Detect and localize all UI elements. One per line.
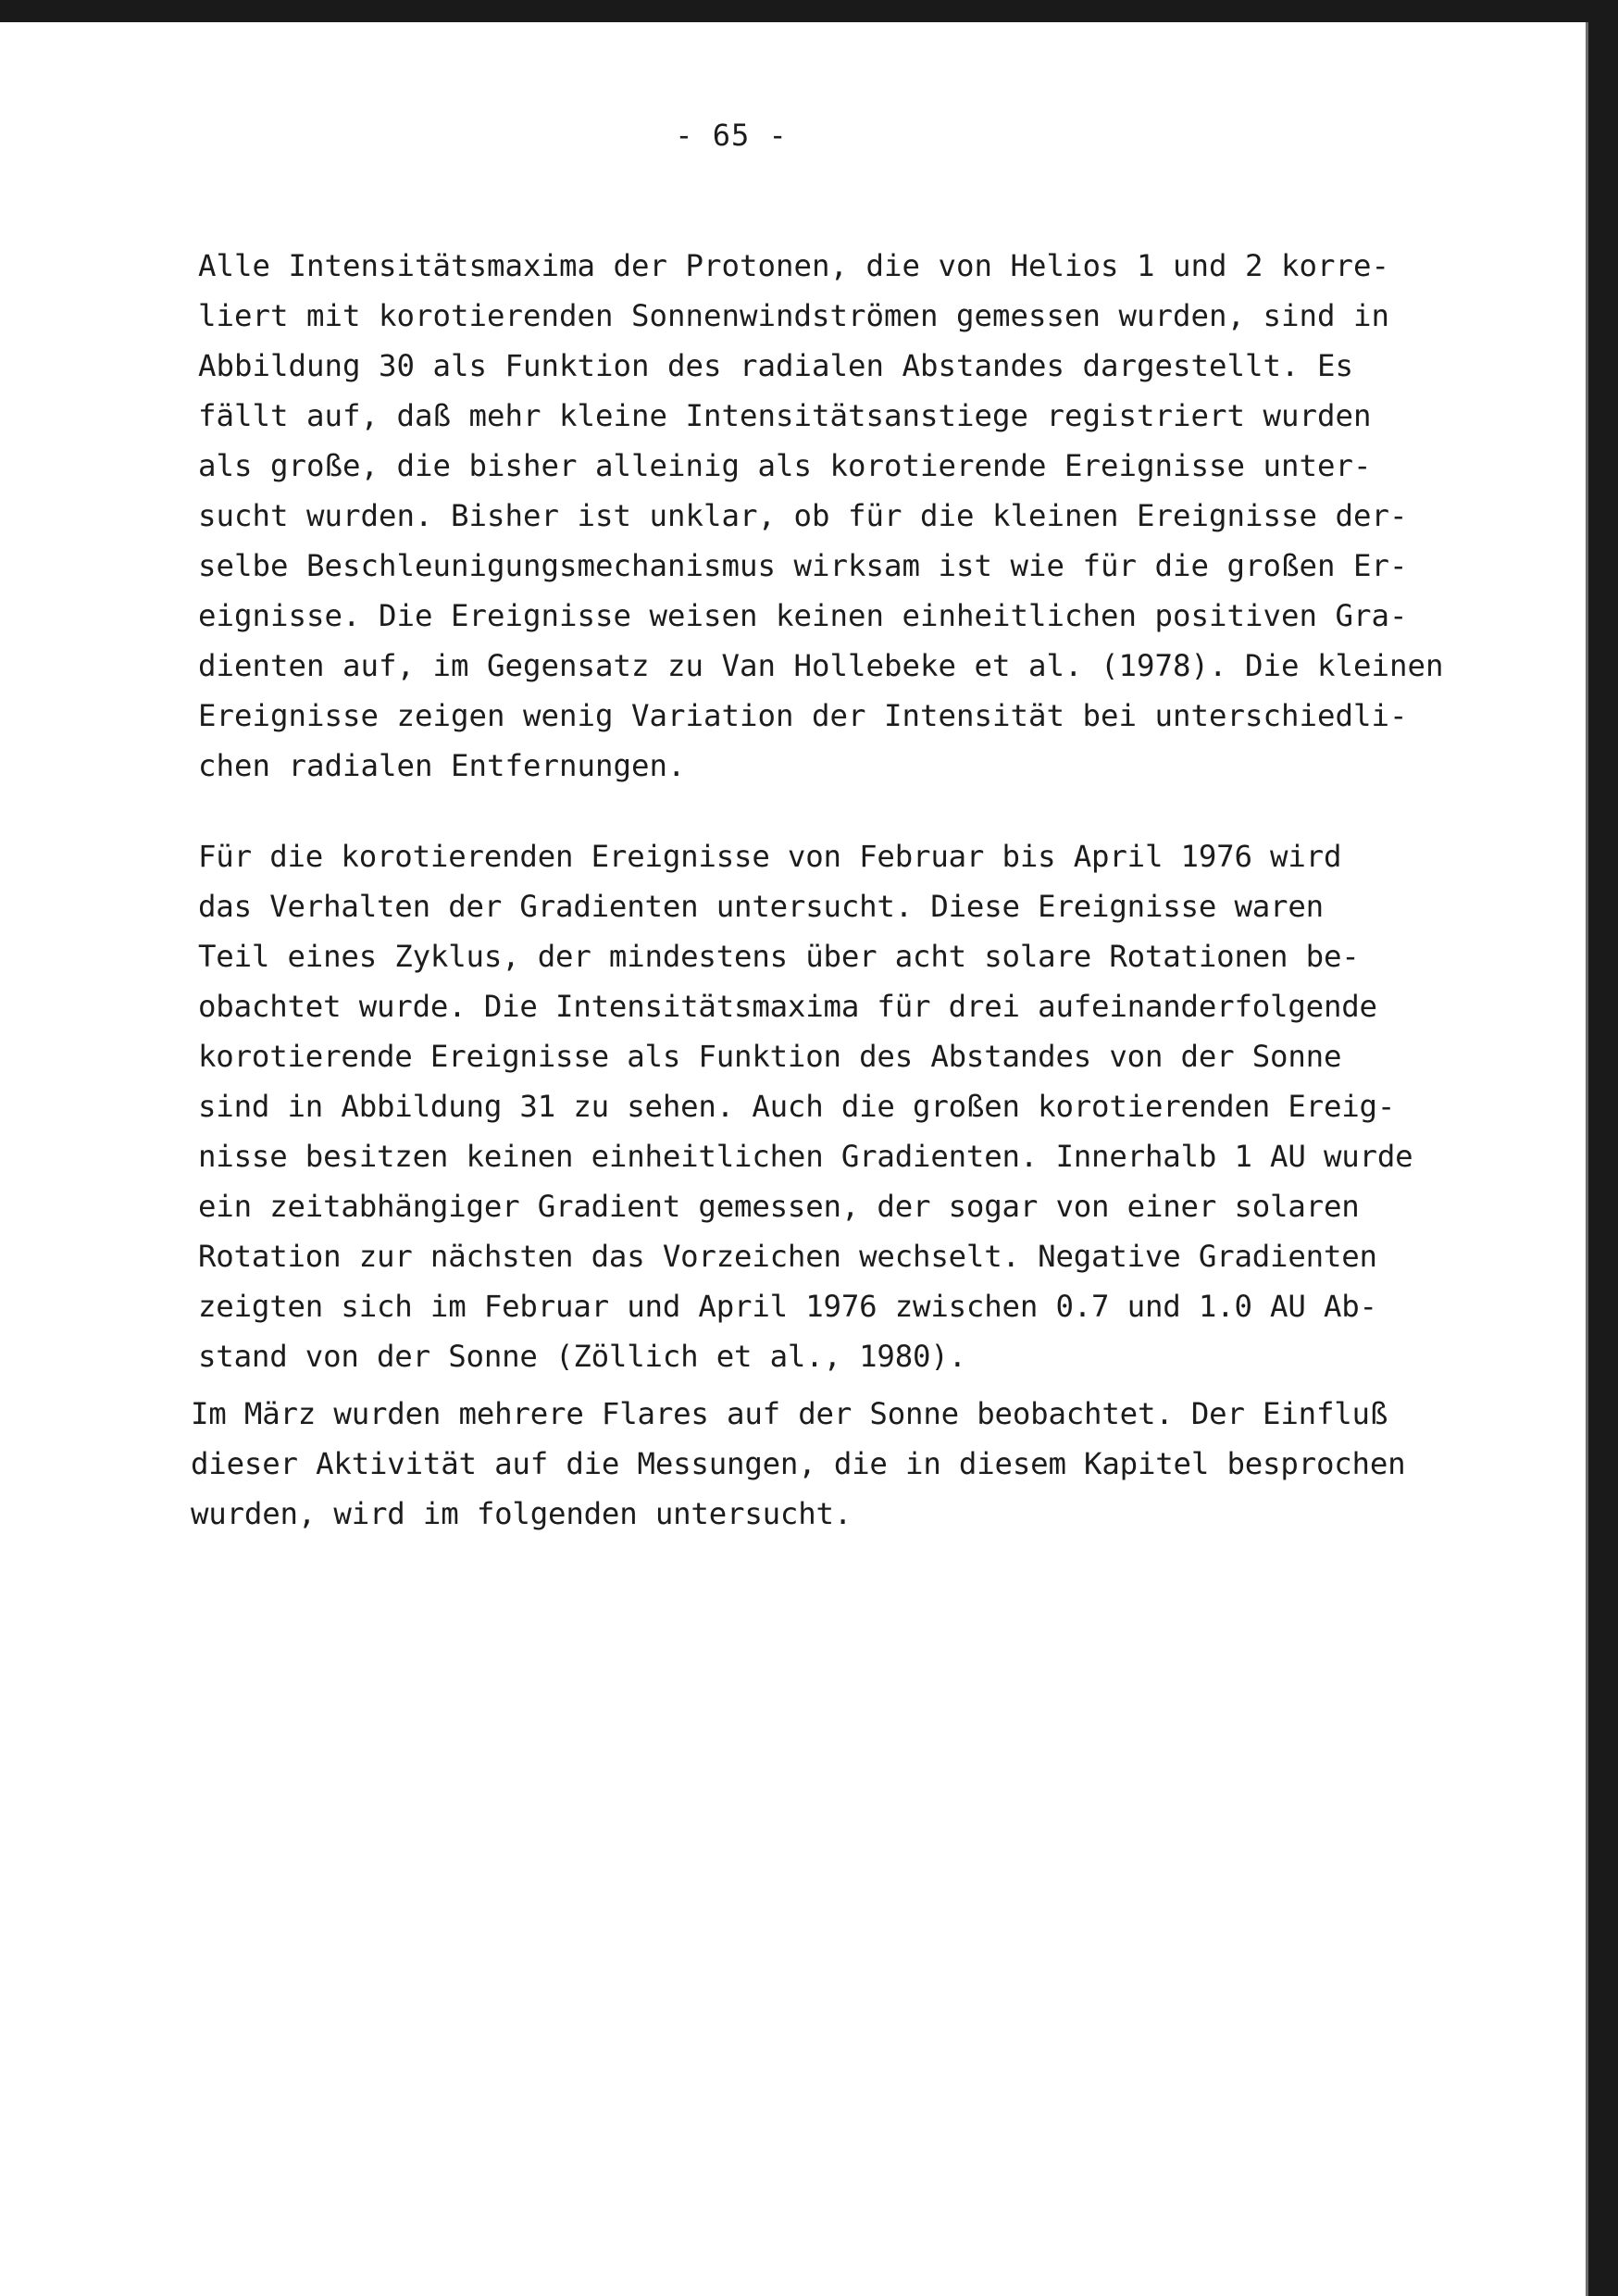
text-line: stand von der Sonne (Zöllich et al., 1980). bbox=[198, 1339, 966, 1374]
paragraph-gradient-behaviour bbox=[198, 831, 1429, 1381]
text-line: wurden, wird im folgenden untersucht. bbox=[191, 1496, 853, 1531]
text-line: Im März wurden mehrere Flares auf der Sonne beobachtet. Der Einfluß bbox=[191, 1396, 1388, 1431]
text-line: dieser Aktivität auf die Messungen, die in diesem Kapitel besprochen bbox=[191, 1446, 1406, 1481]
text-line: korotierende Ereignisse als Funktion des Abstandes von der Sonne bbox=[198, 1039, 1342, 1074]
text-line: Alle Intensitätsmaxima der Protonen, die von Helios 1 und 2 korre- bbox=[198, 248, 1390, 283]
text-line: ein zeitabhängiger Gradient gemessen, der sogar von einer solaren bbox=[198, 1189, 1360, 1224]
text-line: Für die korotierenden Ereignisse von Februar bis April 1976 wird bbox=[198, 839, 1342, 874]
text-line: liert mit korotierenden Sonnenwindströmen gemessen wurden, sind in bbox=[198, 298, 1390, 333]
page-number: - 65 - bbox=[675, 118, 788, 153]
text-line: sind in Abbildung 31 zu sehen. Auch die großen korotierenden Ereig- bbox=[198, 1089, 1396, 1124]
text-line: zeigten sich im Februar und April 1976 zwischen 0.7 und 1.0 AU Ab- bbox=[198, 1289, 1377, 1324]
text-line: nisse besitzen keinen einheitlichen Gradienten. Innerhalb 1 AU wurde bbox=[198, 1139, 1413, 1174]
text-line: obachtet wurde. Die Intensitätsmaxima für drei aufeinanderfolgende bbox=[198, 989, 1377, 1024]
text-line: Teil eines Zyklus, der mindestens über acht solare Rotationen be- bbox=[198, 939, 1360, 974]
text-line: eignisse. Die Ereignisse weisen keinen einheitlichen positiven Gra- bbox=[198, 598, 1408, 633]
paragraph-intensity-maxima bbox=[198, 241, 1444, 791]
text-line: als große, die bisher alleinig als korotierende Ereignisse unter- bbox=[198, 448, 1372, 483]
scan-border-top bbox=[0, 0, 1618, 22]
text-line: Rotation zur nächsten das Vorzeichen wechselt. Negative Gradienten bbox=[198, 1239, 1377, 1274]
text-line: selbe Beschleunigungsmechanismus wirksam ist wie für die großen Er- bbox=[198, 548, 1408, 583]
text-line: chen radialen Entfernungen. bbox=[198, 748, 686, 783]
text-line: Abbildung 30 als Funktion des radialen Abstandes dargestellt. Es bbox=[198, 348, 1354, 383]
scan-border-shadow bbox=[1586, 22, 1588, 2296]
text-line: fällt auf, daß mehr kleine Intensitätsanstiege registriert wurden bbox=[198, 398, 1372, 433]
text-line: sucht wurden. Bisher ist unklar, ob für die kleinen Ereignisse der- bbox=[198, 498, 1408, 533]
text-line: das Verhalten der Gradienten untersucht. Diese Ereignisse waren bbox=[198, 889, 1324, 924]
scan-border-right bbox=[1588, 0, 1618, 2296]
text-line: dienten auf, im Gegensatz zu Van Hollebeke et al. (1978). Die kleinen bbox=[198, 648, 1444, 683]
text-line: Ereignisse zeigen wenig Variation der Intensität bei unterschiedli- bbox=[198, 698, 1408, 733]
paragraph-flares-march bbox=[191, 1389, 1422, 1539]
